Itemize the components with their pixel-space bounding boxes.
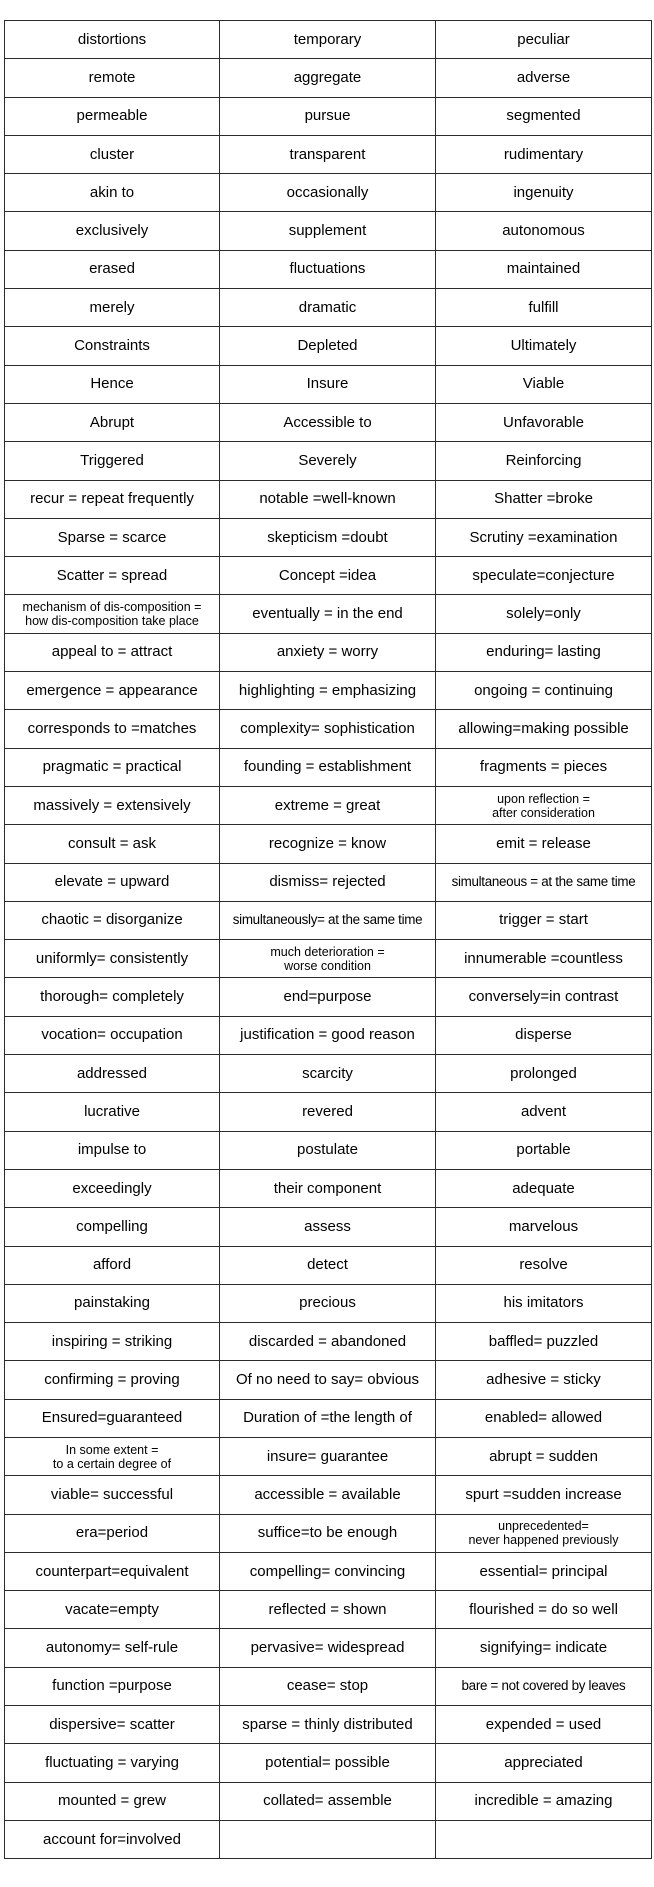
- table-row: [5, 59, 652, 97]
- table-cell: addressed: [5, 1055, 220, 1093]
- table-row: [5, 1323, 652, 1361]
- cell-text-line: upon reflection =: [497, 791, 590, 806]
- table-cell: collated= assemble: [220, 1782, 436, 1820]
- table-row: [5, 1667, 652, 1705]
- table-cell: revered: [220, 1093, 436, 1131]
- table-cell: cluster: [5, 135, 220, 173]
- table-row: [5, 1284, 652, 1322]
- table-cell: simultaneous = at the same time: [436, 863, 652, 901]
- table-row: [5, 1820, 652, 1858]
- table-cell: assess: [220, 1208, 436, 1246]
- table-row: [5, 1782, 652, 1820]
- table-row: [5, 1629, 652, 1667]
- table-row: [5, 595, 652, 633]
- table-row: [5, 289, 652, 327]
- table-row: [5, 480, 652, 518]
- table-cell: merely: [5, 289, 220, 327]
- cell-text-line: much deterioration =: [270, 944, 385, 959]
- table-cell: Insure: [220, 365, 436, 403]
- table-cell: spurt =sudden increase: [436, 1476, 652, 1514]
- table-cell: dramatic: [220, 289, 436, 327]
- cell-text-line: mechanism of dis-composition =: [22, 600, 202, 615]
- table-cell: erased: [5, 250, 220, 288]
- table-cell: compelling= convincing: [220, 1552, 436, 1590]
- table-cell: thorough= completely: [5, 978, 220, 1016]
- table-row: [5, 1093, 652, 1131]
- table-cell: abrupt = sudden: [436, 1437, 652, 1475]
- table-cell: Of no need to say= obvious: [220, 1361, 436, 1399]
- table-cell: pragmatic = practical: [5, 748, 220, 786]
- table-cell: Duration of =the length of: [220, 1399, 436, 1437]
- table-cell: suffice=to be enough: [220, 1514, 436, 1552]
- table-cell: [220, 1820, 436, 1858]
- table-cell: transparent: [220, 135, 436, 173]
- table-cell: Scrutiny =examination: [436, 518, 652, 556]
- table-cell: end=purpose: [220, 978, 436, 1016]
- cell-text-line: how dis-composition take place: [25, 614, 199, 629]
- table-row: [5, 135, 652, 173]
- table-row: [5, 1208, 652, 1246]
- table-cell: extreme = great: [220, 786, 436, 824]
- table-cell: dispersive= scatter: [5, 1706, 220, 1744]
- table-cell: [436, 786, 652, 824]
- table-row: [5, 940, 652, 978]
- table-row: [5, 365, 652, 403]
- table-cell: appreciated: [436, 1744, 652, 1782]
- table-cell: Viable: [436, 365, 652, 403]
- table-row: [5, 863, 652, 901]
- table-cell: pursue: [220, 97, 436, 135]
- table-cell: scarcity: [220, 1055, 436, 1093]
- table-row: [5, 557, 652, 595]
- table-cell: insure= guarantee: [220, 1437, 436, 1475]
- table-cell: disperse: [436, 1016, 652, 1054]
- vocabulary-table-body: [5, 21, 652, 1859]
- table-cell: notable =well-known: [220, 480, 436, 518]
- table-row: [5, 212, 652, 250]
- table-cell: uniformly= consistently: [5, 940, 220, 978]
- table-cell: bare = not covered by leaves: [436, 1667, 652, 1705]
- table-cell: prolonged: [436, 1055, 652, 1093]
- table-cell: pervasive= widespread: [220, 1629, 436, 1667]
- table-cell: conversely=in contrast: [436, 978, 652, 1016]
- table-cell: ongoing = continuing: [436, 672, 652, 710]
- table-cell: Hence: [5, 365, 220, 403]
- table-cell: their component: [220, 1169, 436, 1207]
- table-cell: Ensured=guaranteed: [5, 1399, 220, 1437]
- table-cell: complexity= sophistication: [220, 710, 436, 748]
- table-cell: detect: [220, 1246, 436, 1284]
- table-cell: Concept =idea: [220, 557, 436, 595]
- table-cell: incredible = amazing: [436, 1782, 652, 1820]
- table-cell: era=period: [5, 1514, 220, 1552]
- table-cell: function =purpose: [5, 1667, 220, 1705]
- table-cell: recur = repeat frequently: [5, 480, 220, 518]
- table-cell: Abrupt: [5, 403, 220, 441]
- table-row: [5, 1514, 652, 1552]
- table-cell: trigger = start: [436, 901, 652, 939]
- table-cell: Reinforcing: [436, 442, 652, 480]
- table-cell: Constraints: [5, 327, 220, 365]
- table-cell: expended = used: [436, 1706, 652, 1744]
- table-cell: compelling: [5, 1208, 220, 1246]
- table-row: [5, 1744, 652, 1782]
- table-cell: cease= stop: [220, 1667, 436, 1705]
- table-cell: maintained: [436, 250, 652, 288]
- table-row: [5, 786, 652, 824]
- table-cell: consult = ask: [5, 825, 220, 863]
- table-cell: innumerable =countless: [436, 940, 652, 978]
- table-row: [5, 21, 652, 59]
- table-row: [5, 327, 652, 365]
- table-row: [5, 442, 652, 480]
- table-row: [5, 1131, 652, 1169]
- table-row: [5, 1399, 652, 1437]
- table-cell: advent: [436, 1093, 652, 1131]
- table-cell: Shatter =broke: [436, 480, 652, 518]
- cell-text-line: to a certain degree of: [52, 1456, 172, 1471]
- table-cell: recognize = know: [220, 825, 436, 863]
- table-row: [5, 1706, 652, 1744]
- table-cell: essential= principal: [436, 1552, 652, 1590]
- table-cell: Severely: [220, 442, 436, 480]
- table-row: [5, 1552, 652, 1590]
- table-cell: Sparse = scarce: [5, 518, 220, 556]
- table-cell: corresponds to =matches: [5, 710, 220, 748]
- table-cell: adverse: [436, 59, 652, 97]
- table-cell: mounted = grew: [5, 1782, 220, 1820]
- table-cell: baffled= puzzled: [436, 1323, 652, 1361]
- table-row: [5, 633, 652, 671]
- table-cell: founding = establishment: [220, 748, 436, 786]
- table-cell: rudimentary: [436, 135, 652, 173]
- table-cell: postulate: [220, 1131, 436, 1169]
- table-cell: fluctuations: [220, 250, 436, 288]
- table-cell: anxiety = worry: [220, 633, 436, 671]
- table-cell: autonomous: [436, 212, 652, 250]
- table-cell: enabled= allowed: [436, 1399, 652, 1437]
- table-cell: lucrative: [5, 1093, 220, 1131]
- table-row: [5, 748, 652, 786]
- table-row: [5, 1476, 652, 1514]
- table-cell: speculate=conjecture: [436, 557, 652, 595]
- table-cell: exceedingly: [5, 1169, 220, 1207]
- table-cell: temporary: [220, 21, 436, 59]
- table-cell: viable= successful: [5, 1476, 220, 1514]
- cell-text-line: after consideration: [492, 805, 595, 820]
- table-cell: chaotic = disorganize: [5, 901, 220, 939]
- table-row: [5, 710, 652, 748]
- table-row: [5, 672, 652, 710]
- table-cell: supplement: [220, 212, 436, 250]
- table-cell: peculiar: [436, 21, 652, 59]
- table-cell: aggregate: [220, 59, 436, 97]
- table-cell: potential= possible: [220, 1744, 436, 1782]
- table-cell: impulse to: [5, 1131, 220, 1169]
- table-cell: emit = release: [436, 825, 652, 863]
- table-cell: Ultimately: [436, 327, 652, 365]
- table-cell: Scatter = spread: [5, 557, 220, 595]
- table-cell: enduring= lasting: [436, 633, 652, 671]
- table-cell: permeable: [5, 97, 220, 135]
- table-cell: flourished = do so well: [436, 1591, 652, 1629]
- table-cell: Depleted: [220, 327, 436, 365]
- cell-text-line: unprecedented=: [498, 1519, 589, 1534]
- cell-text-line: In some extent =: [65, 1442, 159, 1457]
- cell-text-line: never happened previously: [468, 1533, 619, 1548]
- table-cell: highlighting = emphasizing: [220, 672, 436, 710]
- table-row: [5, 978, 652, 1016]
- table-cell: reflected = shown: [220, 1591, 436, 1629]
- table-cell: Unfavorable: [436, 403, 652, 441]
- table-cell: appeal to = attract: [5, 633, 220, 671]
- table-cell: akin to: [5, 174, 220, 212]
- table-cell: skepticism =doubt: [220, 518, 436, 556]
- table-row: [5, 1016, 652, 1054]
- table-cell: occasionally: [220, 174, 436, 212]
- table-row: [5, 403, 652, 441]
- table-cell: [5, 595, 220, 633]
- table-row: [5, 825, 652, 863]
- table-cell: Triggered: [5, 442, 220, 480]
- table-cell: elevate = upward: [5, 863, 220, 901]
- table-cell: massively = extensively: [5, 786, 220, 824]
- table-row: [5, 518, 652, 556]
- table-cell: Accessible to: [220, 403, 436, 441]
- table-cell: sparse = thinly distributed: [220, 1706, 436, 1744]
- table-cell: precious: [220, 1284, 436, 1322]
- table-cell: segmented: [436, 97, 652, 135]
- table-cell: exclusively: [5, 212, 220, 250]
- table-row: [5, 250, 652, 288]
- table-cell: [5, 1437, 220, 1475]
- table-cell: discarded = abandoned: [220, 1323, 436, 1361]
- table-row: [5, 174, 652, 212]
- table-cell: vacate=empty: [5, 1591, 220, 1629]
- vocabulary-table: [4, 20, 652, 1859]
- table-cell: painstaking: [5, 1284, 220, 1322]
- table-cell: adequate: [436, 1169, 652, 1207]
- table-cell: fragments = pieces: [436, 748, 652, 786]
- table-cell: fluctuating = varying: [5, 1744, 220, 1782]
- table-row: [5, 1437, 652, 1475]
- table-row: [5, 1246, 652, 1284]
- table-cell: vocation= occupation: [5, 1016, 220, 1054]
- table-row: [5, 1055, 652, 1093]
- table-cell: dismiss= rejected: [220, 863, 436, 901]
- table-row: [5, 1591, 652, 1629]
- table-cell: afford: [5, 1246, 220, 1284]
- table-cell: [436, 1820, 652, 1858]
- table-cell: autonomy= self-rule: [5, 1629, 220, 1667]
- table-row: [5, 901, 652, 939]
- table-row: [5, 1169, 652, 1207]
- table-row: [5, 1361, 652, 1399]
- table-cell: ingenuity: [436, 174, 652, 212]
- table-cell: resolve: [436, 1246, 652, 1284]
- table-cell: allowing=making possible: [436, 710, 652, 748]
- table-cell: portable: [436, 1131, 652, 1169]
- table-cell: accessible = available: [220, 1476, 436, 1514]
- table-cell: adhesive = sticky: [436, 1361, 652, 1399]
- table-cell: counterpart=equivalent: [5, 1552, 220, 1590]
- table-cell: signifying= indicate: [436, 1629, 652, 1667]
- table-cell: his imitators: [436, 1284, 652, 1322]
- table-cell: account for=involved: [5, 1820, 220, 1858]
- table-row: [5, 97, 652, 135]
- table-cell: distortions: [5, 21, 220, 59]
- table-cell: [436, 1514, 652, 1552]
- table-cell: emergence = appearance: [5, 672, 220, 710]
- table-cell: fulfill: [436, 289, 652, 327]
- table-cell: justification = good reason: [220, 1016, 436, 1054]
- table-cell: simultaneously= at the same time: [220, 901, 436, 939]
- table-cell: solely=only: [436, 595, 652, 633]
- cell-text-line: worse condition: [284, 958, 371, 973]
- table-cell: confirming = proving: [5, 1361, 220, 1399]
- table-cell: [220, 940, 436, 978]
- table-cell: marvelous: [436, 1208, 652, 1246]
- table-cell: inspiring = striking: [5, 1323, 220, 1361]
- table-cell: eventually = in the end: [220, 595, 436, 633]
- table-cell: remote: [5, 59, 220, 97]
